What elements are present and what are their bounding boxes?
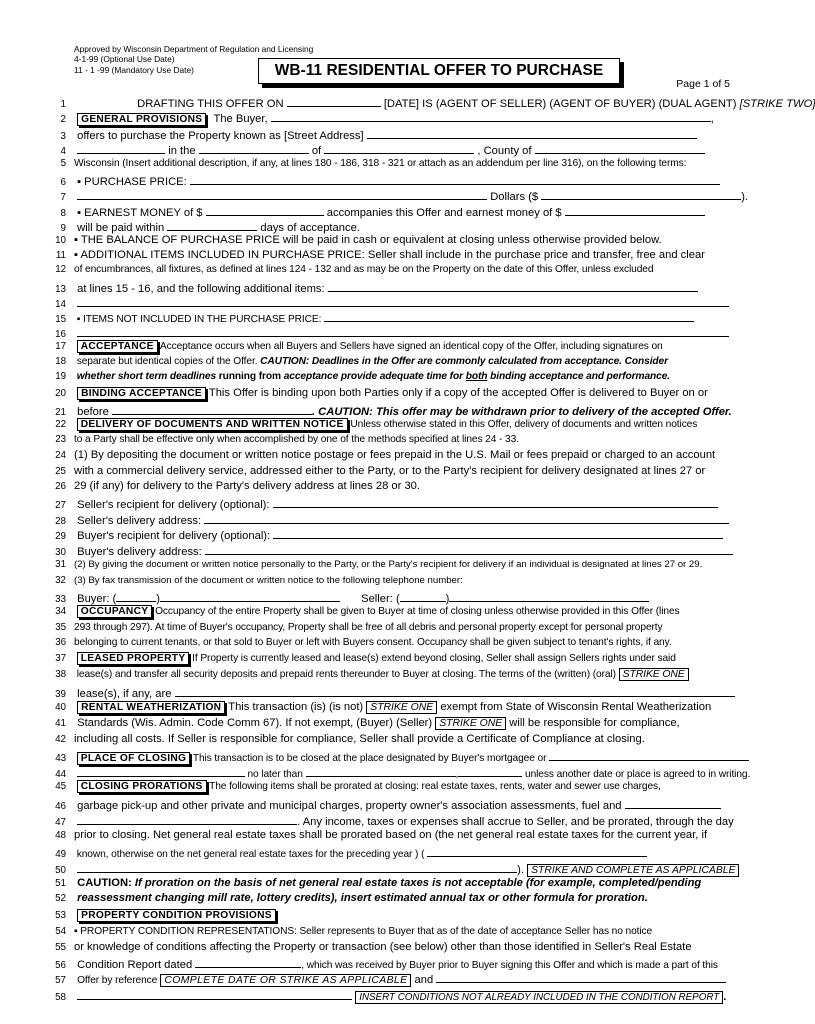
line-18: 18 separate but identical copies of the Offer. CAUTION: Deadlines in the Offer are commonly calculated from acceptance. Consider [55,356,668,367]
line-4: 4 in the of , County of [40,142,730,157]
line-45: 45 CLOSING PRORATIONS The following items shall be prorated at closing: real estate taxes, rents, water and sewer use charges, [55,781,661,792]
seller-address-field[interactable] [204,512,729,524]
line-35: 35 293 through 297). At time of Buyer's occupancy, Property shall be free of all debris and personal property except for personal property [55,622,663,633]
page-number: Page 1 of 5 [676,78,730,90]
tax-proration-field[interactable] [427,845,647,857]
line-28: 28 Seller's delivery address: [40,512,730,527]
line-10: 10 ▪ THE BALANCE OF PURCHASE PRICE will be paid in cash or equivalent at closing unless otherwise provided below. [55,234,662,246]
municipality-type-field[interactable] [77,142,165,154]
earnest-money-field[interactable] [206,204,324,216]
line-20: 20 BINDING ACCEPTANCE This Offer is binding upon both Parties only if a copy of the accepted Offer is delivered to Buyer on or [55,387,708,399]
binding-deadline-field[interactable] [112,403,312,415]
line-19: 19 whether short term deadlines running from acceptance provide adequate time for both binding acceptance and performance. [55,371,671,382]
strike-one-note: STRIKE ONE [435,717,506,730]
earnest-days-field[interactable] [167,219,257,231]
property-condition-heading: PROPERTY CONDITION PROVISIONS [77,909,276,922]
line-3: 3 offers to purchase the Property known as [Street Address] [40,127,730,142]
lease-terms-field[interactable] [175,685,735,697]
line-29: 29 Buyer's recipient for delivery (optional): [40,527,730,542]
additional-items-cont-field[interactable] [77,295,729,307]
line-12: 12 of encumbrances, all fixtures, as defined at lines 124 - 132 and as may be on the Property on the date of this Offer, unless excluded [55,264,654,275]
line-23: 23 to a Party shall be effective only when accomplished by one of the methods specified at lines 24 - 33. [55,434,519,445]
strike-one-note: STRIKE ONE [619,668,689,681]
line-33: 33 Buyer: ( ) Seller: ( ) [40,590,730,605]
seller-fax-area-code[interactable] [400,590,446,602]
line-1: 1 DRAFTING THIS OFFER ON [DATE] IS (AGENT OF SELLER) (AGENT OF BUYER) (DUAL AGENT) [STRIKE TWO] [40,95,730,110]
mandatory-use-date: 11 - 1 -99 (Mandatory Use Date) [74,64,194,75]
line-21: 21 before . CAUTION: This offer may be withdrawn prior to delivery of the accepted Offer. [40,403,730,418]
general-provisions-heading: GENERAL PROVISIONS [77,113,206,126]
line-8: 8 ▪ EARNEST MONEY of $ accompanies this Offer and earnest money of $ [40,204,730,219]
rental-weatherization-heading: RENTAL WEATHERIZATION [77,701,225,714]
line-38: 38 lease(s) and transfer all security deposits and prepaid rents thereunder to Buyer at closing. The terms of the (written) (oral) STRIKE ONE [40,669,730,684]
seller-fax-number[interactable] [449,590,649,602]
condition-report-date-field[interactable] [195,956,301,968]
line-24: 24 (1) By depositing the document or written notice postage or fees prepaid in the U.S. Mail or fees prepaid or charged to an account [55,449,716,461]
complete-date-note: COMPLETE DATE OR STRIKE AS APPLICABLE [160,974,411,987]
line-27: 27 Seller's recipient for delivery (optional): [40,496,730,511]
city-field[interactable] [324,142,474,154]
leased-property-heading: LEASED PROPERTY [77,652,190,665]
binding-acceptance-heading: BINDING ACCEPTANCE [77,387,206,400]
line-16: 16 [40,325,730,340]
line-31: 31 (2) By giving the document or written notice personally to the Party, or the Party's recipient for delivery if an individual is designated at lines 27 or 29. [55,559,703,570]
closing-place-field[interactable] [549,749,749,761]
line-42: 42 including all costs. If Seller is responsible for compliance, Seller shall provide a Certificate of Compliance at closing. [55,733,645,745]
line-9: 9 will be paid within days of acceptance. [40,219,730,234]
line-43: 43 PLACE OF CLOSING This transaction is to be closed at the place designated by Buyer's mortgagee or [40,749,730,764]
excluded-items-cont-field[interactable] [77,325,729,337]
tax-proration-cont-field[interactable] [77,861,517,873]
form-title: WB-11 RESIDENTIAL OFFER TO PURCHASE [258,58,620,84]
line-50: 50 ). STRIKE AND COMPLETE AS APPLICABLE [40,861,730,876]
county-field[interactable] [535,142,705,154]
line-number: 1 [60,99,66,110]
line-32: 32 (3) By fax transmission of the document or written notice to the following telephone number: [55,575,463,586]
purchase-price-words-cont-field[interactable] [77,188,487,200]
line-22: 22 DELIVERY OF DOCUMENTS AND WRITTEN NOTICE Unless otherwise stated in this Offer, delivery of documents and written notices [55,419,698,430]
buyer-address-field[interactable] [205,543,733,555]
line-56: 56 Condition Report dated , which was received by Buyer prior to Buyer signing this Offer and which is made a part of this [40,956,730,971]
additional-items-field[interactable] [328,280,698,292]
buyer-fax-number[interactable] [160,590,340,602]
line-49: 49 known, otherwise on the net general real estate taxes for the preceding year ) ( [40,845,730,860]
strike-one-note: STRIKE ONE [366,701,437,714]
municipality-name-field[interactable] [199,142,309,154]
line-26: 26 29 (if any) for delivery to the Party's delivery address at lines 28 or 30. [55,480,421,492]
insert-conditions-note: INSERT CONDITIONS NOT ALREADY INCLUDED IN THE CONDITION REPORT [355,991,723,1004]
additional-conditions-cont-field[interactable] [77,988,352,1000]
line-7: 7 Dollars ($ ). [40,188,730,203]
excluded-items-field[interactable] [324,310,694,322]
place-of-closing-heading: PLACE OF CLOSING [77,752,191,765]
proration-items-cont-field[interactable] [77,813,297,825]
buyer-recipient-field[interactable] [273,527,723,539]
additional-earnest-money-field[interactable] [565,204,705,216]
line-41: 41 Standards (Wis. Admin. Code Comm 67). If not exempt, (Buyer) (Seller) STRIKE ONE will be responsible for compliance, [55,717,680,729]
optional-use-date: 4-1-99 (Optional Use Date) [74,54,175,65]
line-39: 39 lease(s), if any, are [40,685,730,700]
line-51: 51 CAUTION: If proration on the basis of net general real estate taxes is not acceptable (for example, completed/pending [55,877,702,889]
line-44: 44 no later than , unless another date or place is agreed to in writing. [40,765,730,780]
line-15: 15 ▪ ITEMS NOT INCLUDED IN THE PURCHASE PRICE: [40,310,730,325]
seller-recipient-field[interactable] [273,496,718,508]
line-25: 25 with a commercial delivery service, addressed either to the Party, or to the Party's recipient for delivery designated at lines 27 or [55,465,706,477]
line-52: 52 reassessment changing mill rate, lottery credits), insert estimated annual tax or other formula for proration. [55,892,648,904]
line-47: 47 . Any income, taxes or expenses shall accrue to Seller, and be prorated, through the day [40,813,730,828]
delivery-of-documents-heading: DELIVERY OF DOCUMENTS AND WRITTEN NOTICE [77,418,348,431]
line-40: 40 RENTAL WEATHERIZATION This transaction (is) (is not) STRIKE ONE exempt from State of Wisconsin Rental Weatherization [55,701,712,713]
approval-text: Approved by Wisconsin Department of Regulation and Licensing [74,44,314,54]
closing-prorations-heading: CLOSING PRORATIONS [77,780,207,793]
line-14: 14 [40,295,730,310]
buyer-fax-area-code[interactable] [116,590,156,602]
closing-year-field[interactable] [458,765,522,777]
line-34: 34 OCCUPANCY Occupancy of the entire Property shall be given to Buyer at time of closing unless otherwise provided in this Offer (lines [55,606,680,617]
occupancy-heading: OCCUPANCY [77,605,153,618]
line-58: 58 INSERT CONDITIONS NOT ALREADY INCLUDED IN THE CONDITION REPORT . [40,988,730,1003]
line-11: 11 ▪ ADDITIONAL ITEMS INCLUDED IN PURCHASE PRICE: Seller shall include in the purchase price and transfer, free and clear [55,249,705,261]
additional-conditions-field[interactable] [436,971,726,983]
line-6: 6 ▪ PURCHASE PRICE: [40,173,730,188]
proration-items-field[interactable] [625,797,721,809]
closing-location-field[interactable] [77,765,245,777]
line-57: 57 Offer by reference COMPLETE DATE OR STRIKE AS APPLICABLE and [40,971,730,986]
line-53: 53 PROPERTY CONDITION PROVISIONS [40,909,730,924]
closing-date-field[interactable] [306,765,456,777]
street-address-field[interactable] [367,127,697,139]
line-13: 13 at lines 15 - 16, and the following additional items: [40,280,730,295]
line-17: 17 ACCEPTANCE Acceptance occurs when all Buyers and Sellers have signed an identical copy of the Offer, including signatures on [55,341,663,352]
line-37: 37 LEASED PROPERTY If Property is currently leased and lease(s) extend beyond closing, Seller shall assign Sellers rights under said [55,653,676,664]
acceptance-heading: ACCEPTANCE [77,340,158,353]
line-55: 55 or knowledge of conditions affecting the Property or transaction (see below) other than those identified in Seller's Real Estate [55,941,692,953]
purchase-price-amount-field[interactable] [541,188,741,200]
buyer-name-field[interactable] [271,110,711,122]
purchase-price-words-field[interactable] [190,173,720,185]
drafting-date-field[interactable] [287,95,381,107]
line-2: 2 GENERAL PROVISIONS The Buyer, , [40,110,730,125]
line-54: 54 ▪ PROPERTY CONDITION REPRESENTATIONS: Seller represents to Buyer that as of the date of acceptance Seller has no notice [55,926,653,937]
line-46: 46 garbage pick-up and other private and municipal charges, property owner's association assessments, fuel and [40,797,730,812]
line-36: 36 belonging to current tenants, or that sold to Buyer or left with Buyers consent. Occupancy shall be given subject to tenant's rights, if any. [55,637,672,648]
line-5: 5 Wisconsin (Insert additional description, if any, at lines 180 - 186, 318 - 321 or attach as an addendum per line 316), on the following terms: [60,158,687,169]
line-48: 48 prior to closing. Net general real estate taxes shall be prorated based on (the net general real estate taxes for the current year, if [55,829,708,841]
line-30: 30 Buyer's delivery address: [40,543,730,558]
strike-and-complete-note: STRIKE AND COMPLETE AS APPLICABLE [527,864,739,877]
